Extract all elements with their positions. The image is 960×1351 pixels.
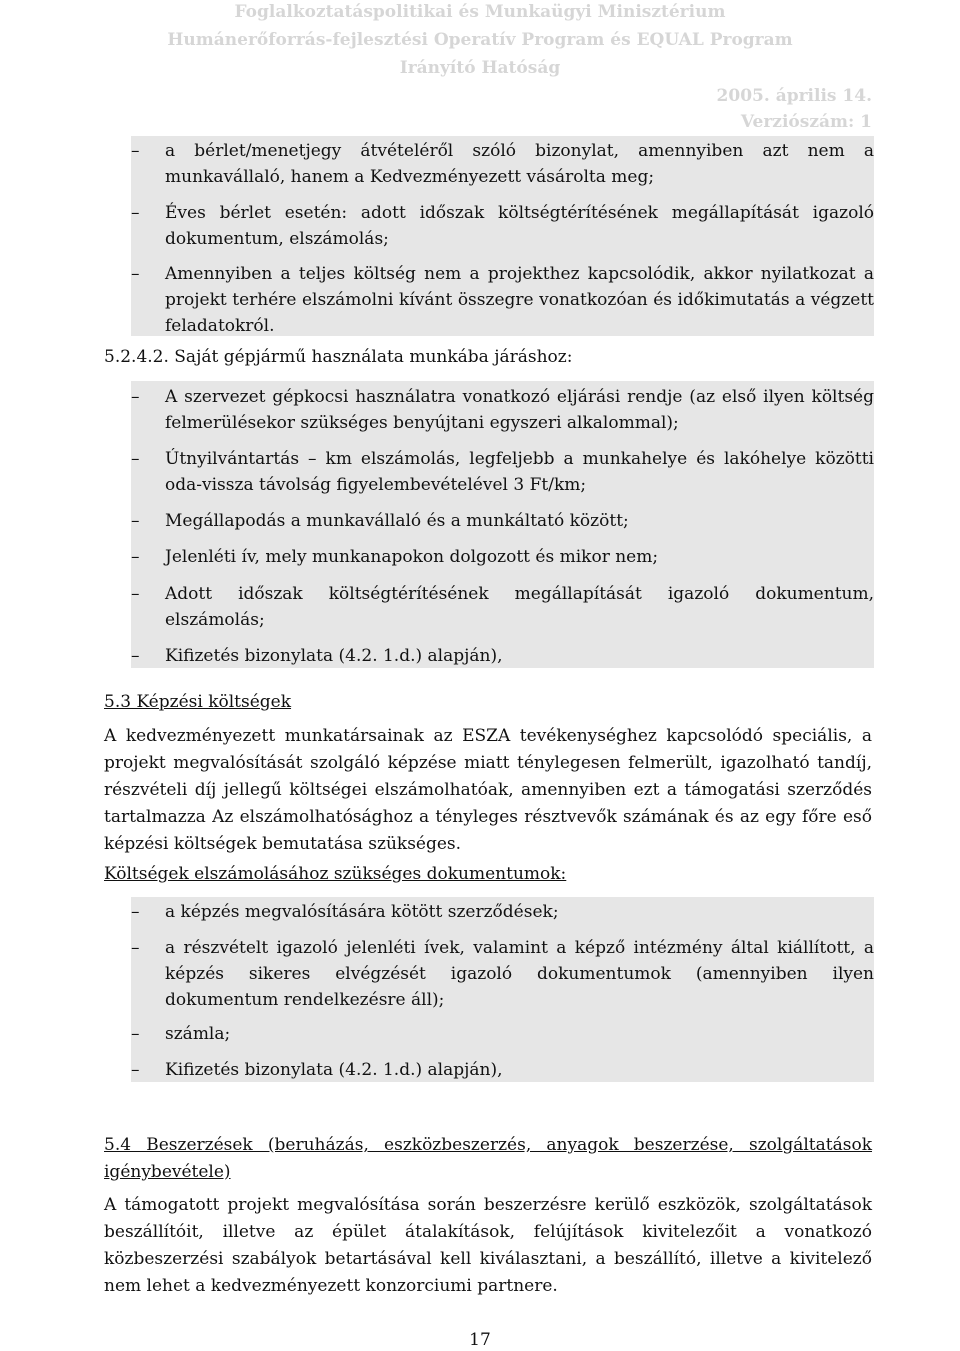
dash-bullet: –	[131, 387, 140, 407]
dash-bullet: –	[131, 511, 140, 531]
list-item	[131, 1021, 874, 1047]
list-item-text: Adott időszak költségtérítésének megállapítását igazoló dokumentum, elszámolás;	[165, 584, 874, 630]
section-heading-54: 5.4 Beszerzések (beruházás, eszközbeszerzés, anyagok beszerzése, szolgáltatások igénybevétele)	[104, 1135, 872, 1182]
list-item	[131, 446, 874, 498]
list-item	[131, 544, 874, 570]
list-item-text: Éves bérlet esetén: adott időszak költségtérítésének megállapítását igazoló dokumentum, elszámolás;	[165, 203, 874, 249]
dash-bullet: –	[131, 449, 140, 469]
dash-bullet: –	[131, 1024, 140, 1044]
section-heading-5242: 5.2.4.2. Saját gépjármű használata munkába járáshoz:	[104, 347, 573, 367]
dash-bullet: –	[131, 646, 140, 666]
list-item-text: a bérlet/menetjegy átvételéről szóló bizonylat, amennyiben azt nem a munkavállaló, hanem a Kedvezményezett vásárolta meg;	[165, 141, 874, 187]
dash-bullet: –	[131, 938, 140, 958]
header-ministry: Foglalkoztatáspolitikai és Munkaügyi Minisztérium	[234, 2, 726, 22]
list-item-text: Kifizetés bizonylata (4.2. 1.d.) alapján),	[165, 1060, 503, 1080]
list-item	[131, 935, 874, 1013]
list-item-text: A szervezet gépkocsi használatra vonatkozó eljárási rendje (az első ilyen költség felmerülésekor szükséges benyújtani egyszeri alkalommal);	[165, 387, 874, 433]
list-item	[131, 1057, 874, 1083]
dash-bullet: –	[131, 1060, 140, 1080]
list-item-text: a részvételt igazoló jelenléti ívek, valamint a képző intézmény által kiállított, a képzés sikeres elvégzését igazoló dokumentumok (amennyiben ilyen dokumentum rendelkezésre áll);	[165, 938, 874, 1010]
list-item-text: Amennyiben a teljes költség nem a projekthez kapcsolódik, akkor nyilatkozat a projekt terhére elszámolni kívánt összegre vonatkozóan és időkimutatás a végzett feladatokról.	[165, 264, 874, 336]
list-item	[131, 200, 874, 252]
list-item-text: számla;	[165, 1024, 231, 1044]
header-date: 2005. április 14.	[716, 86, 872, 106]
docs-heading: Költségek elszámolásához szükséges dokumentumok:	[104, 864, 567, 884]
list-item	[131, 508, 874, 534]
list-item	[131, 899, 874, 925]
header-authority: Irányító Hatóság	[399, 58, 561, 78]
dash-bullet: –	[131, 902, 140, 922]
list-item	[131, 261, 874, 339]
paragraph-53: A kedvezményezett munkatársainak az ESZA tevékenységhez kapcsolódó speciális, a projekt megvalósítását szolgáló képzése miatt ténylegesen felmerült, igazolható tandíj, részvételi díj jellegű költségei elszámolhatóak, amennyiben ezt a támogatási szerződés tartalmazza Az elszámolhatósághoz a tényleges résztvevők számának és az egy főre eső képzési költségek bemutatása szükséges.	[104, 726, 872, 854]
page-number: 17	[469, 1330, 491, 1350]
dash-bullet: –	[131, 547, 140, 567]
list-item	[131, 581, 874, 633]
header-program: Humánerőforrás-fejlesztési Operatív Program és EQUAL Program	[167, 30, 793, 50]
list-item-text: Útnyilvántartás – km elszámolás, legfeljebb a munkahelye és lakóhelye közötti oda-vissza távolság figyelembevételével 3 Ft/km;	[165, 449, 874, 495]
dash-bullet: –	[131, 141, 140, 161]
list-item	[131, 138, 874, 190]
list-item	[131, 643, 874, 669]
header-version: Verziószám: 1	[740, 112, 872, 132]
dash-bullet: –	[131, 264, 140, 284]
paragraph-54: A támogatott projekt megvalósítása során beszerzésre kerülő eszközök, szolgáltatások beszállítóit, illetve az épület átalakítások, felújítások kivitelezőit a vonatkozó közbeszerzési szabályok betartásával kell kiválasztani, a beszállító, illetve a kivitelező nem lehet a kedvezményezett konzorciumi partnere.	[104, 1195, 872, 1296]
dash-bullet: –	[131, 203, 140, 223]
section-heading-53: 5.3 Képzési költségek	[104, 692, 292, 712]
list-item-text: a képzés megvalósítására kötött szerződések;	[165, 902, 559, 922]
list-item-text: Jelenléti ív, mely munkanapokon dolgozott és mikor nem;	[165, 547, 659, 567]
list-item	[131, 384, 874, 436]
list-item-text: Kifizetés bizonylata (4.2. 1.d.) alapján),	[165, 646, 503, 666]
dash-bullet: –	[131, 584, 140, 604]
list-item-text: Megállapodás a munkavállaló és a munkáltató között;	[165, 511, 629, 531]
